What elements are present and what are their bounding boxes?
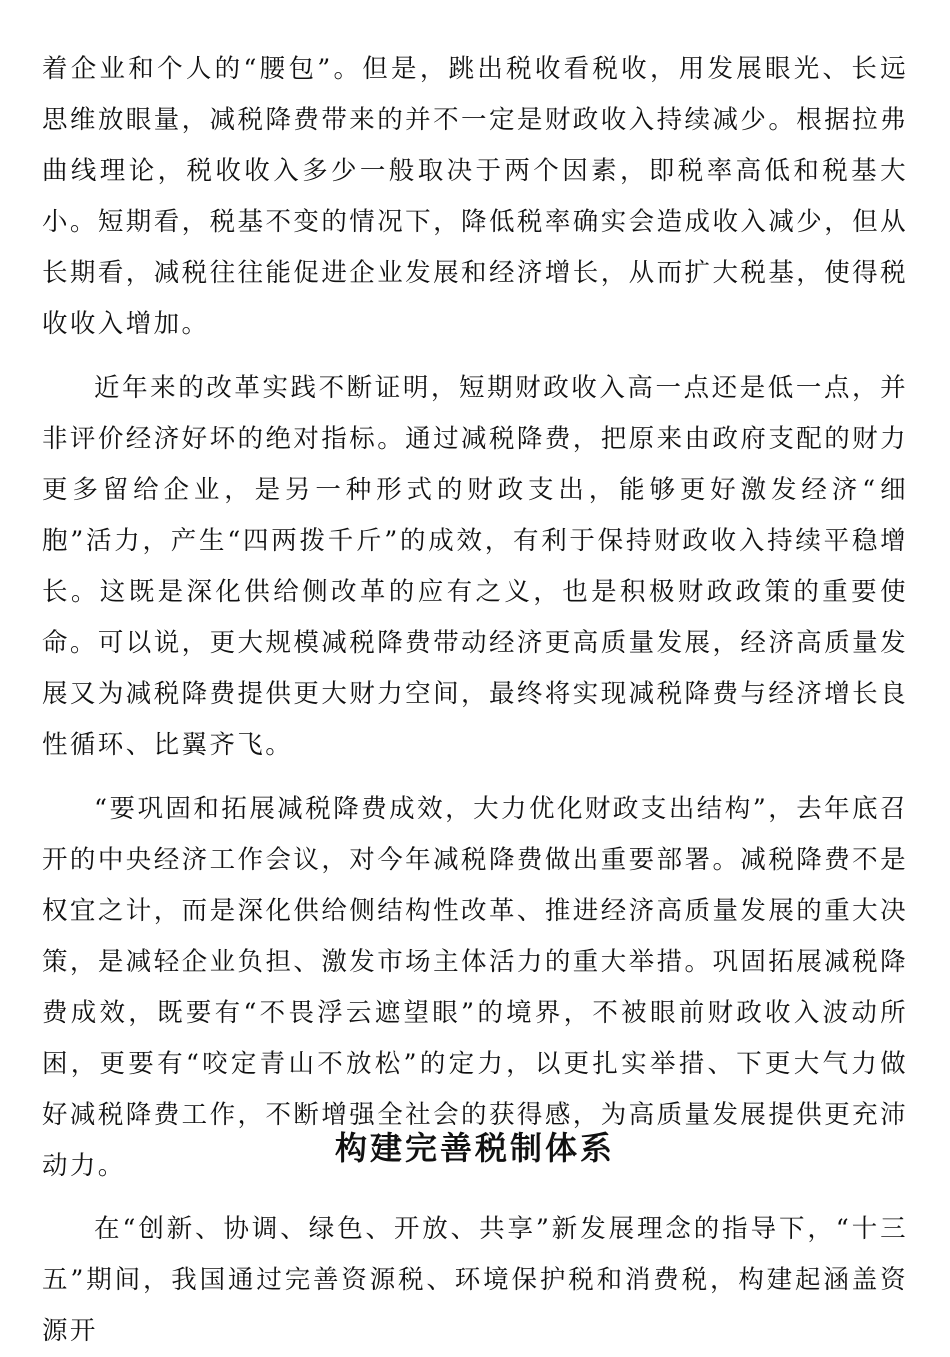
section-body [42, 1204, 908, 1357]
section-paragraph-1: 在“创新、协调、绿色、开放、共享”新发展理念的指导下，“十三五”期间，我国通过完善资源税、环境保护税和消费税，构建起涵盖资源开 [42, 1214, 908, 1346]
body-paragraph-1: 着企业和个人的“腰包”。但是，跳出税收看税收，用发展眼光、长远思维放眼量，减税降费带来的并不一定是财政收入持续减少。根据拉弗曲线理论，税收收入多少一般取决于两个因素，即税率高低和税基大小。短期看，税基不变的情况下，降低税率确实会造成收入减少，但从长期看，减税往往能促进企业发展和经济增长，从而扩大税基，使得税收收入增加。 [42, 54, 908, 339]
document-page [42, 44, 908, 1346]
body-paragraph-2: 近年来的改革实践不断证明，短期财政收入高一点还是低一点，并非评价经济好坏的绝对指标。通过减税降费，把原来由政府支配的财力更多留给企业，是另一种形式的财政支出，能够更好激发经济“细胞”活力，产生“四两拨千斤”的成效，有利于保持财政收入持续平稳增长。这既是深化供给侧改革的应有之义，也是积极财政政策的重要使命。可以说，更大规模减税降费带动经济更高质量发展，经济高质量发展又为减税降费提供更大财力空间，最终将实现减税降费与经济增长良性循环、比翼齐飞。 [42, 373, 908, 760]
body-paragraph-3: “要巩固和拓展减税降费成效，大力优化财政支出结构”，去年底召开的中央经济工作会议，对今年减税降费做出重要部署。减税降费不是权宜之计，而是深化供给侧结构性改革、推进经济高质量发展的重大决策，是减轻企业负担、激发市场主体活力的重大举措。巩固拓展减税降费成效，既要有“不畏浮云遮望眼”的境界，不被眼前财政收入波动所困，更要有“咬定青山不放松”的定力，以更扎实举措、下更大气力做好减税降费工作，不断增强全社会的获得感，为高质量发展提供更充沛动力。 [42, 794, 908, 1181]
section-heading: 构建完善税制体系 [334, 1129, 615, 1167]
